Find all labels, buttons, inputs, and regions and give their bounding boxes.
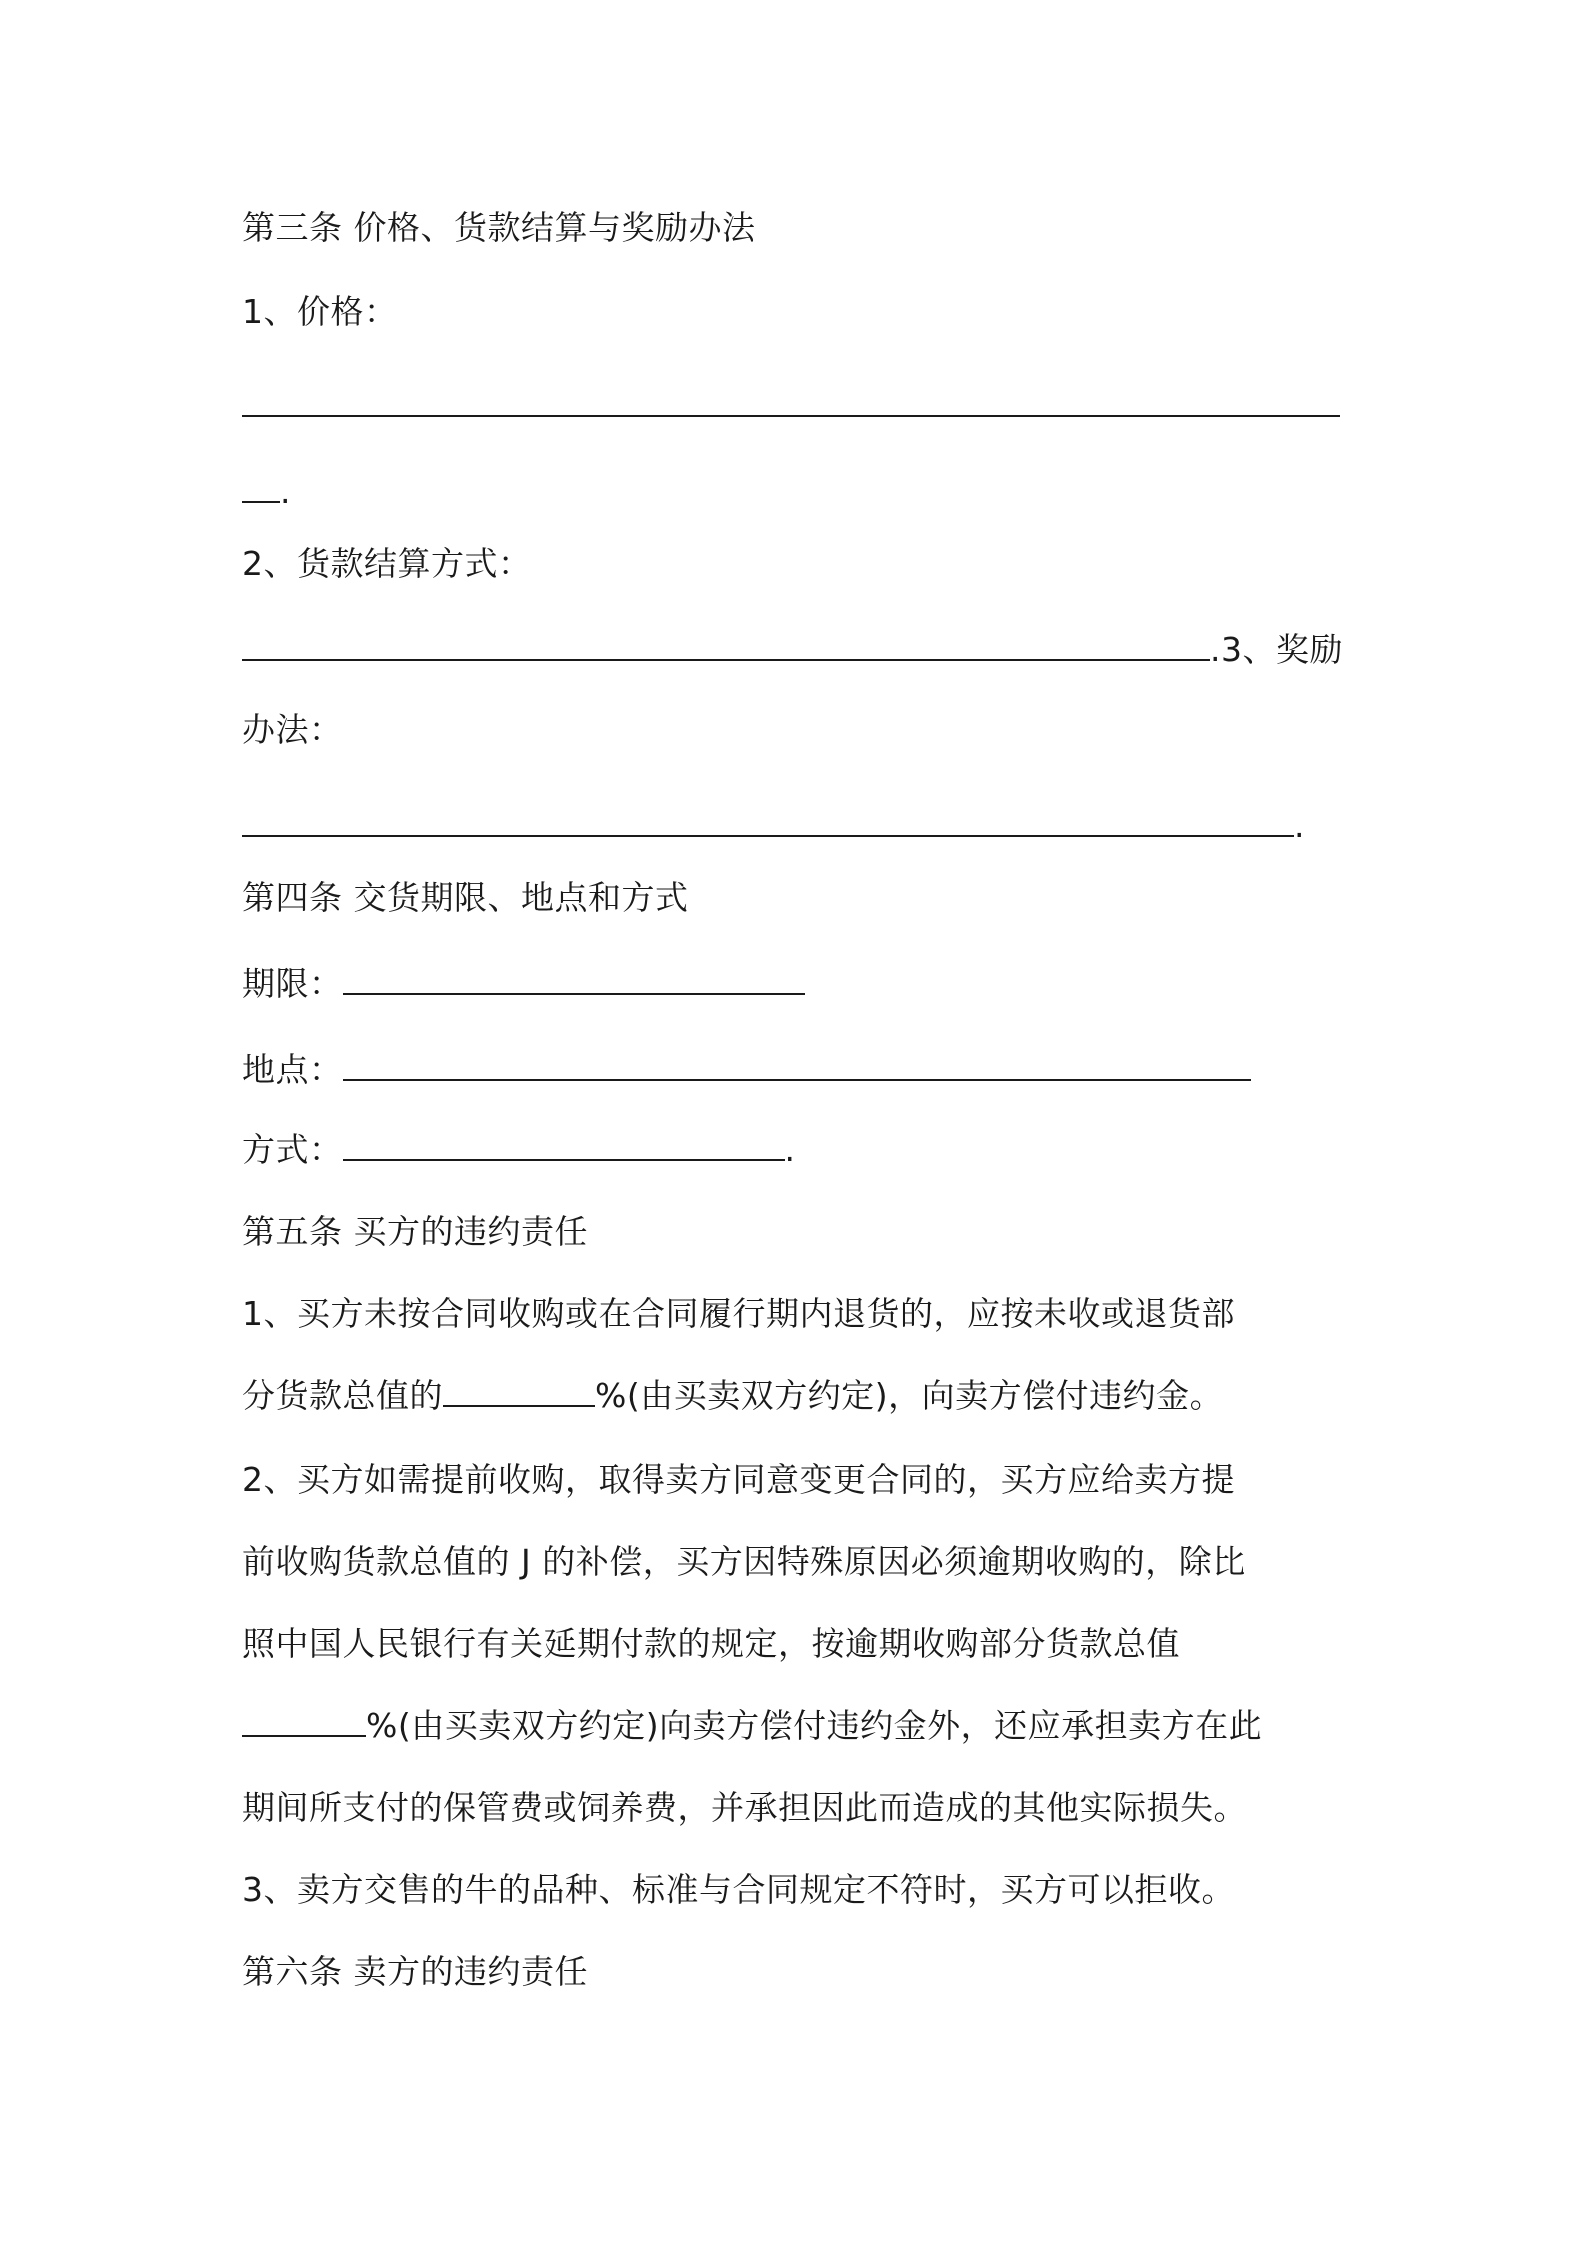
- article-3-heading: 第三条 价格、货款结算与奖励办法: [242, 208, 756, 247]
- article-5-para-3: 3、卖方交售的牛的品种、标准与合同规定不符时，买方可以拒收。: [242, 1870, 1235, 1909]
- settlement-blank: [242, 629, 1210, 661]
- para-2-text-after-blank: %(由买卖双方约定)向卖方偿付违约金外，还应承担卖方在此: [366, 1706, 1263, 1745]
- place-blank: [343, 1049, 1251, 1081]
- article-4-method-line: [242, 1128, 796, 1172]
- article-3-item-2-label: 2、货款结算方式：: [242, 544, 532, 583]
- article-3-reward-line: [242, 804, 1305, 848]
- article-3-item-3-label: 办法：: [242, 710, 343, 749]
- article-6-heading: 第六条 卖方的违约责任: [242, 1952, 588, 1991]
- price-blank-period: .: [280, 472, 291, 511]
- article-3-price-blank-line: [242, 384, 1340, 428]
- price-blank-continued: [242, 471, 280, 503]
- article-4-period-line: [242, 962, 805, 1006]
- reward-blank: [242, 805, 1294, 837]
- article-5-para-2-line-3: 照中国人民银行有关延期付款的规定，按逾期收购部分货款总值: [242, 1624, 1180, 1663]
- article-5-para-1-line-1: 1、买方未按合同收购或在合同履行期内退货的，应按未收或退货部: [242, 1294, 1235, 1333]
- method-period: .: [784, 1130, 796, 1169]
- article-5-para-2-line-5: 期间所支付的保管费或饲养费，并承担因此而造成的其他实际损失。: [242, 1788, 1247, 1827]
- article-5-para-2-line-1: 2、买方如需提前收购，取得卖方同意变更合同的，买方应给卖方提: [242, 1460, 1235, 1499]
- method-label: 方式：: [242, 1130, 343, 1169]
- reward-blank-period: .: [1294, 806, 1305, 845]
- price-blank: [242, 385, 1340, 417]
- article-5-para-2-line-2: 前收购货款总值的 J 的补偿，买方因特殊原因必须逾期收购的，除比: [242, 1542, 1246, 1581]
- article-3-settlement-line: [242, 628, 1343, 672]
- item-3-label-start: .3、奖励: [1210, 630, 1343, 669]
- article-3-item-1-label: 1、价格：: [242, 292, 398, 331]
- article-5-para-2-line-4: [242, 1704, 1262, 1748]
- penalty-percent-blank-2: [242, 1705, 366, 1737]
- penalty-percent-blank-1: [443, 1375, 595, 1407]
- method-blank: [343, 1129, 785, 1161]
- article-5-para-1-line-2: [242, 1374, 1223, 1418]
- para-1-text-before-blank: 分货款总值的: [242, 1376, 443, 1415]
- article-5-heading: 第五条 买方的违约责任: [242, 1212, 588, 1251]
- place-label: 地点：: [242, 1050, 343, 1089]
- para-1-text-after-blank: %(由买卖双方约定)，向卖方偿付违约金。: [595, 1376, 1224, 1415]
- article-4-heading: 第四条 交货期限、地点和方式: [242, 878, 689, 917]
- article-4-place-line: [242, 1048, 1251, 1092]
- period-label: 期限：: [242, 964, 343, 1003]
- period-blank: [343, 963, 805, 995]
- article-3-price-blank-end: [242, 470, 291, 514]
